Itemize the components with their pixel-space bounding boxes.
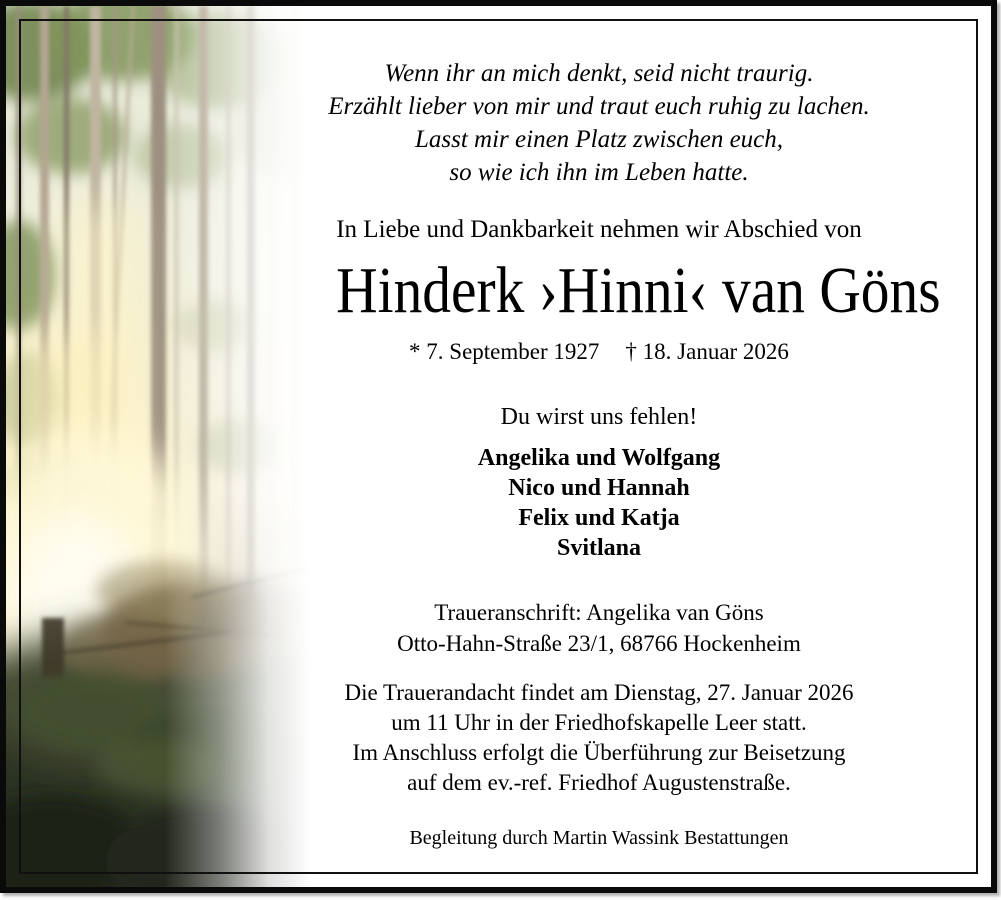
- poem: [291, 57, 907, 189]
- deceased-name: [291, 254, 941, 328]
- service-info-line: um 11 Uhr in der Friedhofskapelle Leer statt.: [391, 710, 807, 735]
- service-info-line: auf dem ev.-ref. Friedhof Augustenstraße.: [407, 770, 791, 795]
- mourning-address-line: Otto-Hahn-Straße 23/1, 68766 Hockenheim: [397, 631, 801, 656]
- family-line: Svitlana: [556, 535, 642, 561]
- farewell-intro: In Liebe und Dankbarkeit nehmen wir Abschied von: [336, 216, 862, 243]
- service-info-line: Im Anschluss erfolgt die Überführung zur Beisetzung: [352, 740, 846, 765]
- family-line: Felix und Katja: [518, 505, 680, 531]
- mourning-address-line: Traueranschrift: Angelika van Göns: [434, 600, 764, 625]
- poem-line: so wie ich ihn im Leben hatte.: [449, 159, 749, 186]
- poem-line: Lasst mir einen Platz zwischen euch,: [414, 126, 784, 153]
- announcement-text: [291, 6, 941, 887]
- poem-line: Wenn ihr an mich denkt, seid nicht traurig.: [384, 60, 814, 87]
- poem-line: Erzählt lieber von mir und traut euch ruhig zu lachen.: [328, 93, 870, 120]
- photo-white-fade: [6, 6, 311, 887]
- service-info: [291, 678, 907, 798]
- death-date: † 18. Januar 2026: [625, 339, 789, 364]
- mourning-address: [291, 597, 907, 659]
- deceased-name-text: Hinderk ›Hinni‹ van Göns: [336, 254, 941, 327]
- family-names: [291, 443, 907, 563]
- funeral-home-line: Begleitung durch Martin Wassink Bestattungen: [409, 827, 789, 849]
- family-line: Nico und Hannah: [508, 475, 690, 501]
- birth-date: * 7. September 1927: [409, 339, 600, 364]
- family-line: Angelika und Wolfgang: [477, 445, 721, 471]
- life-dates: [291, 337, 907, 367]
- forest-photo: [6, 6, 311, 887]
- service-info-line: Die Trauerandacht findet am Dienstag, 27. Januar 2026: [344, 680, 854, 705]
- farewell-line: Du wirst uns fehlen!: [500, 404, 698, 430]
